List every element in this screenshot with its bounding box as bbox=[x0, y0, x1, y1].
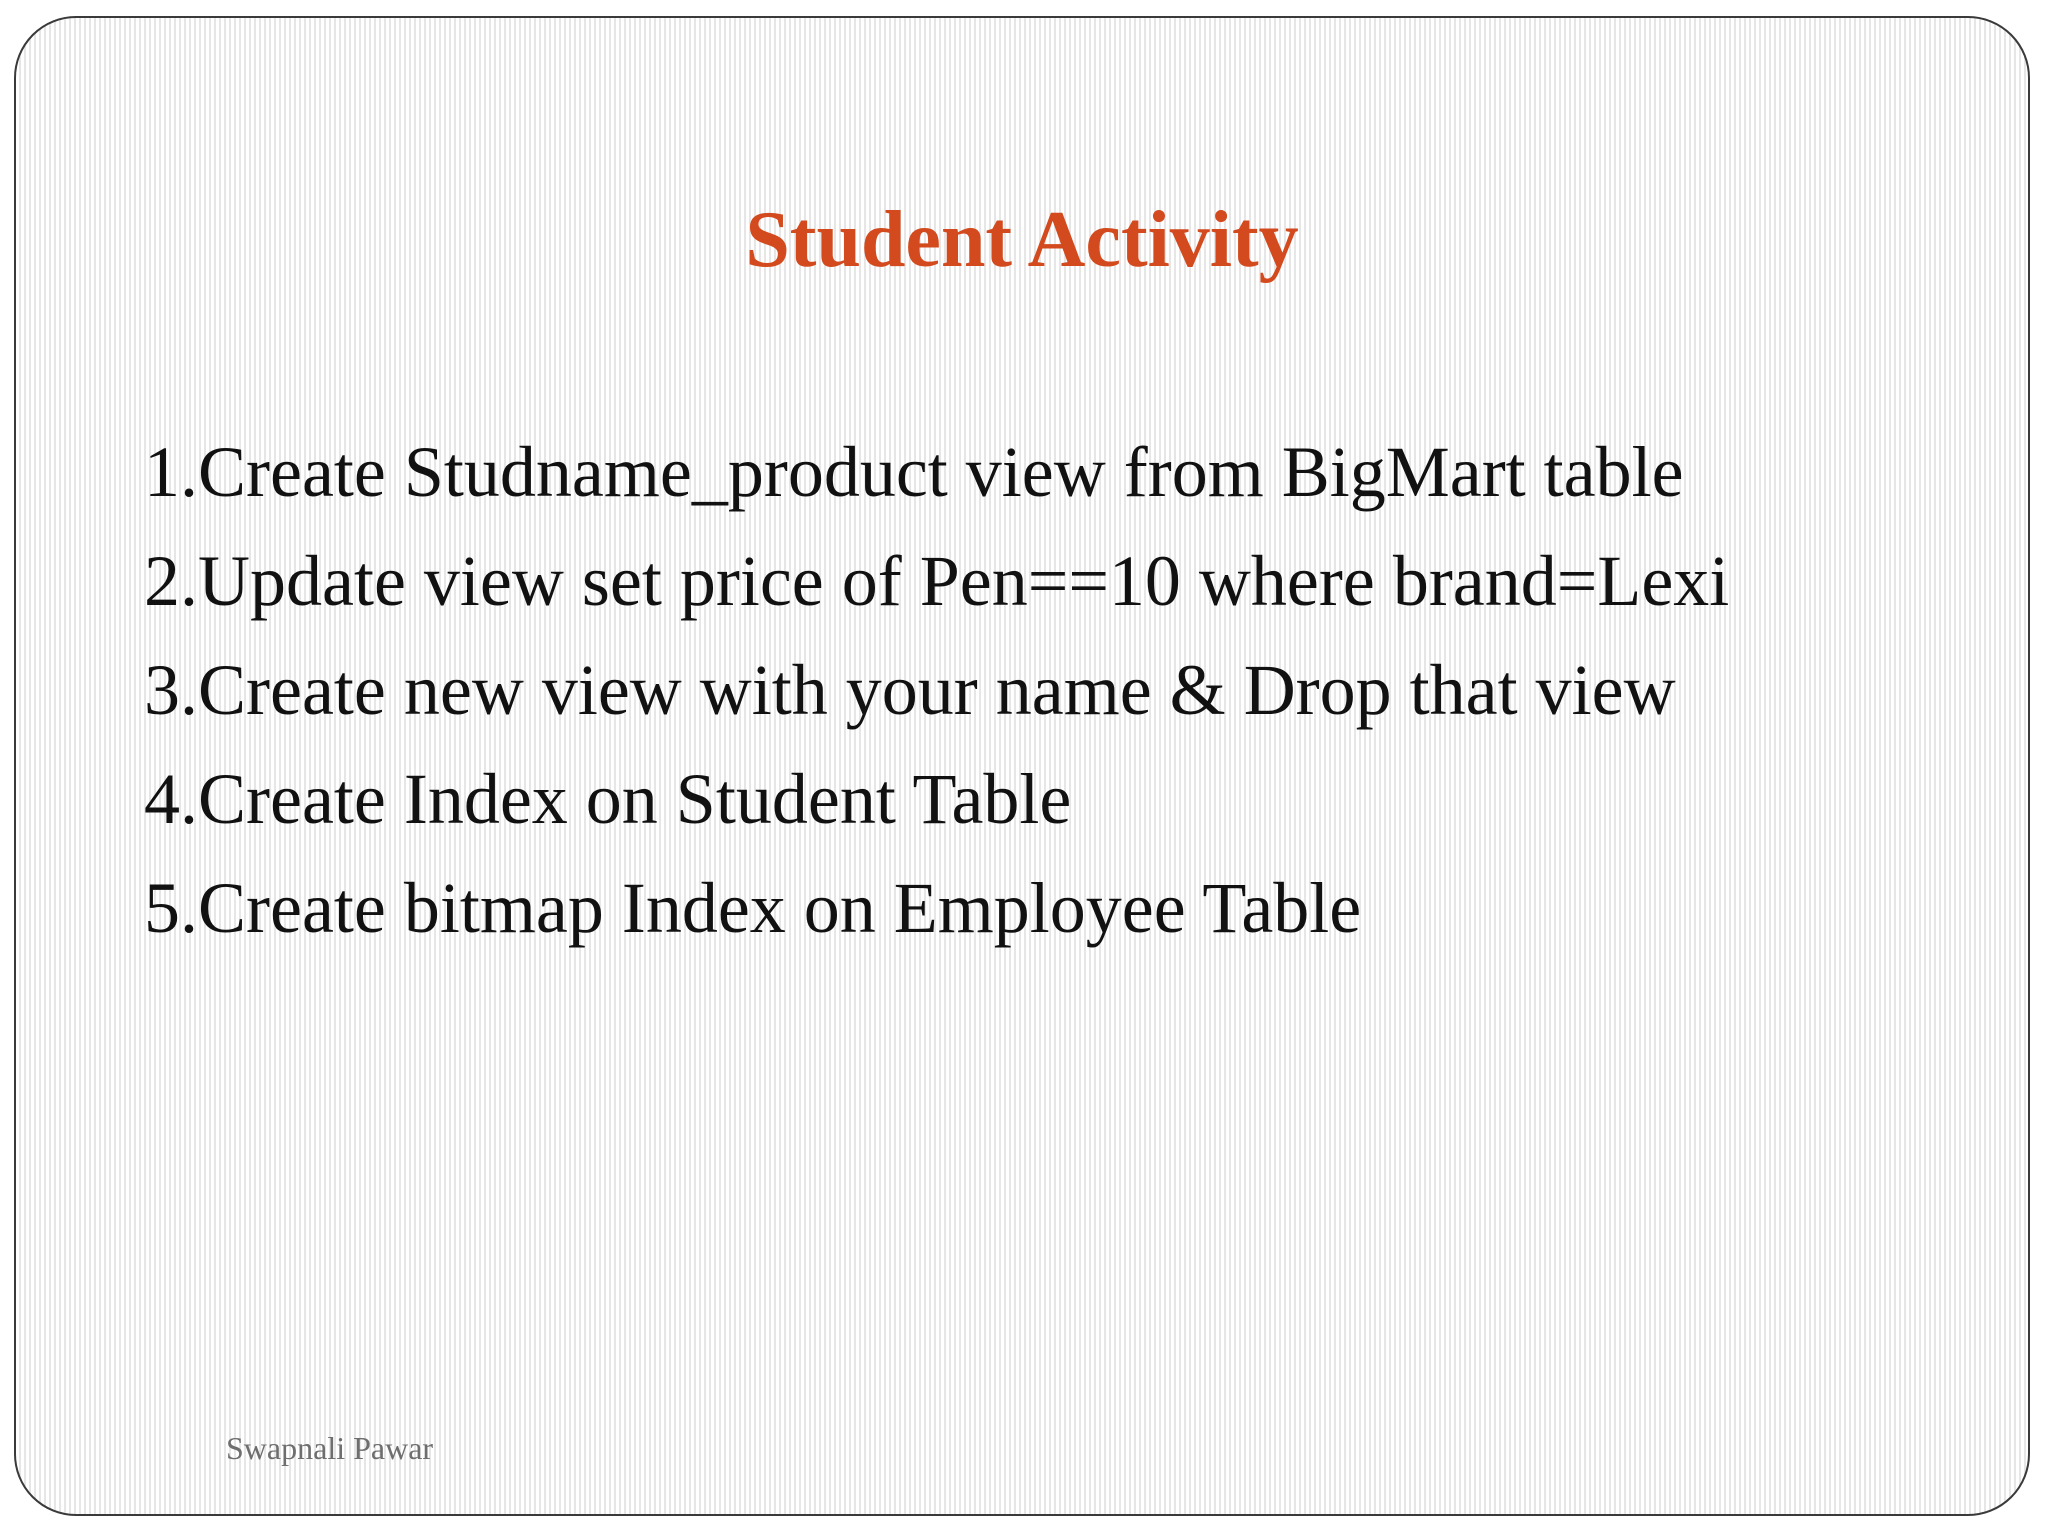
activity-item-2: 2.Update view set price of Pen==10 where brand=Lexi bbox=[144, 541, 1730, 621]
activity-list bbox=[144, 418, 1944, 963]
activity-item-5: 5.Create bitmap Index on Employee Table bbox=[144, 868, 1362, 948]
activity-item-3: 3.Create new view with your name & Drop that view bbox=[144, 650, 1676, 730]
activity-item-4: 4.Create Index on Student Table bbox=[144, 759, 1072, 839]
slide-title: Student Activity bbox=[745, 196, 1299, 284]
slide-footer-author: Swapnali Pawar bbox=[226, 1430, 434, 1466]
activity-item-1: 1.Create Studname_product view from BigMart table bbox=[144, 432, 1684, 512]
slide-frame bbox=[14, 16, 2030, 1516]
